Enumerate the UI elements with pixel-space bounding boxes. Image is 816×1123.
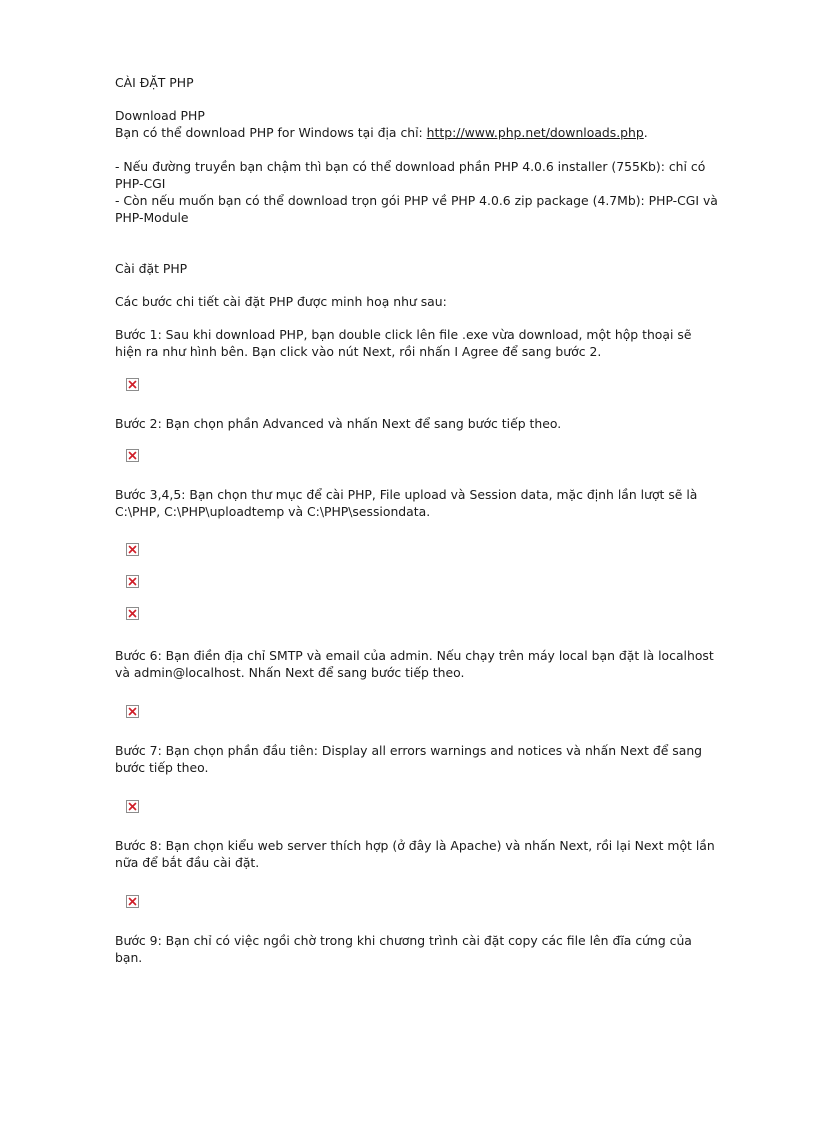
broken-image-icon	[115, 895, 720, 908]
broken-image-icon	[115, 449, 720, 462]
option-zip-package: - Còn nếu muốn bạn có thể download trọn gói PHP về PHP 4.0.6 zip package (4.7Mb): PHP-CGI và PHP-Module	[115, 193, 718, 225]
document-title: CÀI ĐẶT PHP	[115, 75, 194, 90]
install-intro: Các bước chi tiết cài đặt PHP được minh hoạ như sau:	[115, 294, 447, 309]
step-8-text: Bước 8: Bạn chọn kiểu web server thích hợp (ở đây là Apache) và nhấn Next, rồi lại Next một lần nữa để bắt đầu cài đặt.	[115, 838, 715, 870]
step-1-text: Bước 1: Sau khi download PHP, bạn double click lên file .exe vừa download, một hộp thoại sẽ hiện ra như hình bên. Bạn click vào nút Next, rồi nhấn I Agree để sang bước 2.	[115, 327, 692, 359]
broken-image-icon	[115, 607, 720, 620]
download-heading: Download PHP	[115, 108, 205, 123]
broken-image-icon	[115, 575, 720, 588]
download-paragraph	[115, 124, 720, 141]
broken-image-icon	[115, 705, 720, 718]
option-installer: - Nếu đường truyền bạn chậm thì bạn có thể download phần PHP 4.0.6 installer (755Kb): chỉ có PHP-CGI	[115, 159, 706, 191]
step-9-text: Bước 9: Bạn chỉ có việc ngồi chờ trong khi chương trình cài đặt copy các file lên đĩa cứng của bạn.	[115, 933, 692, 965]
broken-image-icon	[115, 800, 720, 813]
install-heading: Cài đặt PHP	[115, 261, 188, 276]
step-6-text: Bước 6: Bạn điền địa chỉ SMTP và email của admin. Nếu chạy trên máy local bạn đặt là localhost và admin@localhost. Nhấn Next để sang bước tiếp theo.	[115, 648, 714, 680]
step-3-5-text: Bước 3,4,5: Bạn chọn thư mục để cài PHP, File upload và Session data, mặc định lần lượt sẽ là C:\PHP, C:\PHP\uploadtemp và C:\PHP\sessiondata.	[115, 487, 698, 519]
download-link[interactable]: http://www.php.net/downloads.php	[426, 125, 644, 140]
step-2-text: Bước 2: Bạn chọn phần Advanced và nhấn Next để sang bước tiếp theo.	[115, 416, 562, 431]
step-7-text: Bước 7: Bạn chọn phần đầu tiên: Display all errors warnings and notices và nhấn Next để sang bước tiếp theo.	[115, 743, 703, 775]
download-text-prefix: Bạn có thể download PHP for Windows tại địa chỉ:	[115, 125, 427, 140]
download-text-suffix: .	[643, 125, 648, 140]
document-page	[115, 74, 720, 966]
broken-image-icon	[115, 543, 720, 556]
broken-image-icon	[115, 378, 720, 391]
